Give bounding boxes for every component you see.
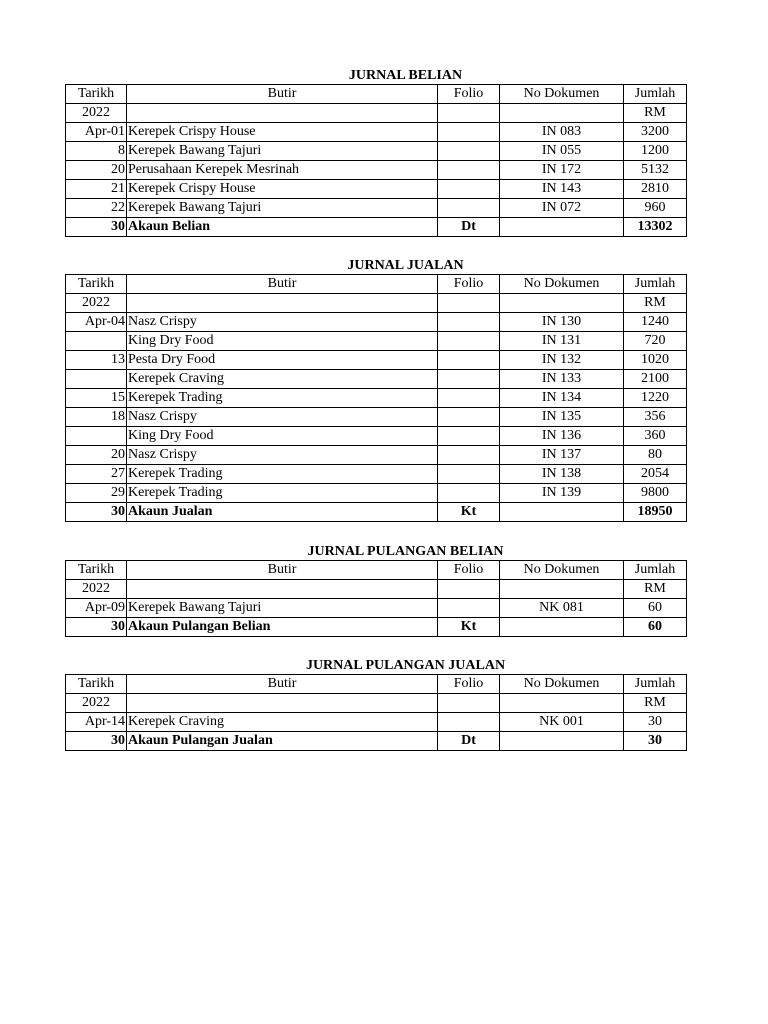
butir-cell: King Dry Food [127, 427, 438, 446]
jumlah-cell: 5132 [624, 161, 687, 180]
dokumen-cell: NK 081 [500, 599, 624, 618]
butir-cell: Butir [127, 85, 438, 104]
butir-cell: Kerepek Bawang Tajuri [127, 599, 438, 618]
dokumen-cell: IN 131 [500, 332, 624, 351]
subheader-row [66, 694, 687, 713]
folio-cell [438, 580, 500, 599]
jumlah-cell: 13302 [624, 218, 687, 237]
butir-cell [127, 294, 438, 313]
jumlah-cell: Jumlah [624, 561, 687, 580]
subheader-row [66, 580, 687, 599]
table-row [66, 351, 687, 370]
butir-cell: Akaun Pulangan Belian [127, 618, 438, 637]
tarikh-cell [66, 332, 127, 351]
header-row [66, 675, 687, 694]
dokumen-cell [500, 294, 624, 313]
dokumen-cell [500, 580, 624, 599]
jumlah-cell: 18950 [624, 503, 687, 522]
jumlah-cell: 60 [624, 599, 687, 618]
tarikh-cell: 30 [66, 732, 127, 751]
folio-cell [438, 351, 500, 370]
table-row [66, 446, 687, 465]
tarikh-cell: Apr-09 [66, 599, 127, 618]
dokumen-cell: No Dokumen [500, 275, 624, 294]
dokumen-cell: No Dokumen [500, 675, 624, 694]
folio-cell: Folio [438, 275, 500, 294]
jumlah-cell: RM [624, 104, 687, 123]
tarikh-cell: 22 [66, 199, 127, 218]
dokumen-cell: IN 132 [500, 351, 624, 370]
journal-table [65, 560, 687, 637]
dokumen-cell [500, 732, 624, 751]
journal-table [65, 84, 687, 237]
jumlah-cell: Jumlah [624, 275, 687, 294]
tarikh-cell: 2022 [66, 104, 127, 123]
subheader-row [66, 294, 687, 313]
dokumen-cell: IN 072 [500, 199, 624, 218]
folio-cell [438, 294, 500, 313]
tarikh-cell: Apr-01 [66, 123, 127, 142]
butir-cell: Perusahaan Kerepek Mesrinah [127, 161, 438, 180]
butir-cell: Kerepek Trading [127, 484, 438, 503]
journal-table [65, 274, 687, 522]
butir-cell: Akaun Jualan [127, 503, 438, 522]
folio-cell [438, 199, 500, 218]
tarikh-cell: 15 [66, 389, 127, 408]
butir-cell [127, 104, 438, 123]
table-row [66, 142, 687, 161]
dokumen-cell: No Dokumen [500, 561, 624, 580]
journal-pulangan-belian [65, 543, 686, 637]
butir-cell: Nasz Crispy [127, 313, 438, 332]
dokumen-cell: IN 135 [500, 408, 624, 427]
table-row [66, 313, 687, 332]
dokumen-cell: IN 133 [500, 370, 624, 389]
jumlah-cell: 1220 [624, 389, 687, 408]
journal-jualan [65, 257, 686, 522]
table-row [66, 408, 687, 427]
dokumen-cell: IN 143 [500, 180, 624, 199]
butir-cell: Kerepek Craving [127, 370, 438, 389]
tarikh-cell: Apr-04 [66, 313, 127, 332]
table-row [66, 199, 687, 218]
jumlah-cell: 1240 [624, 313, 687, 332]
tarikh-cell: 2022 [66, 580, 127, 599]
jumlah-cell: 356 [624, 408, 687, 427]
tarikh-cell: Tarikh [66, 561, 127, 580]
total-row [66, 503, 687, 522]
header-row [66, 561, 687, 580]
folio-cell [438, 332, 500, 351]
tarikh-cell: 8 [66, 142, 127, 161]
dokumen-cell [500, 218, 624, 237]
butir-cell: Kerepek Crispy House [127, 180, 438, 199]
dokumen-cell: IN 172 [500, 161, 624, 180]
tarikh-cell: Tarikh [66, 85, 127, 104]
jumlah-cell: 960 [624, 199, 687, 218]
tarikh-cell: 20 [66, 161, 127, 180]
jumlah-cell: 3200 [624, 123, 687, 142]
tarikh-cell [66, 370, 127, 389]
tarikh-cell [66, 427, 127, 446]
butir-cell: Kerepek Craving [127, 713, 438, 732]
dokumen-cell: IN 138 [500, 465, 624, 484]
jumlah-cell: 2100 [624, 370, 687, 389]
tarikh-cell: 13 [66, 351, 127, 370]
dokumen-cell: NK 001 [500, 713, 624, 732]
folio-cell: Kt [438, 618, 500, 637]
folio-cell [438, 161, 500, 180]
folio-cell [438, 599, 500, 618]
butir-cell: Kerepek Trading [127, 465, 438, 484]
jumlah-cell: 30 [624, 713, 687, 732]
jumlah-cell: 360 [624, 427, 687, 446]
butir-cell: Kerepek Crispy House [127, 123, 438, 142]
dokumen-cell: IN 134 [500, 389, 624, 408]
tarikh-cell: 30 [66, 218, 127, 237]
tarikh-cell: 20 [66, 446, 127, 465]
jumlah-cell: RM [624, 694, 687, 713]
table-row [66, 123, 687, 142]
butir-cell: Nasz Crispy [127, 446, 438, 465]
butir-cell: Kerepek Trading [127, 389, 438, 408]
folio-cell [438, 465, 500, 484]
journal-pulangan-jualan [65, 657, 686, 751]
jumlah-cell: RM [624, 580, 687, 599]
dokumen-cell: IN 137 [500, 446, 624, 465]
folio-cell: Dt [438, 218, 500, 237]
tarikh-cell: 29 [66, 484, 127, 503]
tarikh-cell: 18 [66, 408, 127, 427]
folio-cell [438, 446, 500, 465]
tarikh-cell: Tarikh [66, 275, 127, 294]
jumlah-cell: 30 [624, 732, 687, 751]
jumlah-cell: 1200 [624, 142, 687, 161]
butir-cell: King Dry Food [127, 332, 438, 351]
butir-cell: Akaun Belian [127, 218, 438, 237]
jumlah-cell: RM [624, 294, 687, 313]
dokumen-cell: IN 055 [500, 142, 624, 161]
tarikh-cell: Apr-14 [66, 713, 127, 732]
table-row [66, 370, 687, 389]
folio-cell [438, 427, 500, 446]
dokumen-cell: IN 139 [500, 484, 624, 503]
folio-cell: Folio [438, 561, 500, 580]
table-row [66, 465, 687, 484]
tarikh-cell: 30 [66, 618, 127, 637]
total-row [66, 732, 687, 751]
header-row [66, 85, 687, 104]
journal-table [65, 674, 687, 751]
folio-cell [438, 123, 500, 142]
tarikh-cell: 27 [66, 465, 127, 484]
header-row [66, 275, 687, 294]
butir-cell: Butir [127, 275, 438, 294]
tarikh-cell: 21 [66, 180, 127, 199]
folio-cell [438, 389, 500, 408]
butir-cell [127, 694, 438, 713]
butir-cell: Butir [127, 561, 438, 580]
butir-cell: Butir [127, 675, 438, 694]
dokumen-cell: No Dokumen [500, 85, 624, 104]
dokumen-cell [500, 694, 624, 713]
folio-cell [438, 104, 500, 123]
tarikh-cell: 2022 [66, 294, 127, 313]
jumlah-cell: Jumlah [624, 85, 687, 104]
journal-title: JURNAL PULANGAN JUALAN [305, 658, 506, 673]
folio-cell [438, 370, 500, 389]
total-row [66, 218, 687, 237]
folio-cell [438, 408, 500, 427]
jumlah-cell: 9800 [624, 484, 687, 503]
subheader-row [66, 104, 687, 123]
tarikh-cell: 2022 [66, 694, 127, 713]
table-row [66, 332, 687, 351]
total-row [66, 618, 687, 637]
folio-cell [438, 313, 500, 332]
tarikh-cell: 30 [66, 503, 127, 522]
folio-cell [438, 180, 500, 199]
journal-title: JURNAL PULANGAN BELIAN [307, 544, 504, 559]
dokumen-cell: IN 136 [500, 427, 624, 446]
jumlah-cell: 720 [624, 332, 687, 351]
folio-cell [438, 142, 500, 161]
journal-title: JURNAL JUALAN [347, 258, 464, 273]
tarikh-cell: Tarikh [66, 675, 127, 694]
journal-belian [65, 67, 686, 237]
table-row [66, 713, 687, 732]
journal-title: JURNAL BELIAN [348, 68, 463, 83]
jumlah-cell: 80 [624, 446, 687, 465]
table-row [66, 389, 687, 408]
folio-cell: Kt [438, 503, 500, 522]
jumlah-cell: 1020 [624, 351, 687, 370]
folio-cell: Dt [438, 732, 500, 751]
folio-cell [438, 713, 500, 732]
table-row [66, 161, 687, 180]
table-row [66, 484, 687, 503]
table-row [66, 427, 687, 446]
butir-cell [127, 580, 438, 599]
table-row [66, 180, 687, 199]
folio-cell [438, 694, 500, 713]
dokumen-cell: IN 130 [500, 313, 624, 332]
jumlah-cell: 2810 [624, 180, 687, 199]
folio-cell: Folio [438, 675, 500, 694]
dokumen-cell: IN 083 [500, 123, 624, 142]
dokumen-cell [500, 618, 624, 637]
folio-cell [438, 484, 500, 503]
butir-cell: Akaun Pulangan Jualan [127, 732, 438, 751]
folio-cell: Folio [438, 85, 500, 104]
jumlah-cell: 60 [624, 618, 687, 637]
table-row [66, 599, 687, 618]
jumlah-cell: Jumlah [624, 675, 687, 694]
dokumen-cell [500, 503, 624, 522]
dokumen-cell [500, 104, 624, 123]
butir-cell: Kerepek Bawang Tajuri [127, 199, 438, 218]
jumlah-cell: 2054 [624, 465, 687, 484]
butir-cell: Pesta Dry Food [127, 351, 438, 370]
butir-cell: Kerepek Bawang Tajuri [127, 142, 438, 161]
butir-cell: Nasz Crispy [127, 408, 438, 427]
